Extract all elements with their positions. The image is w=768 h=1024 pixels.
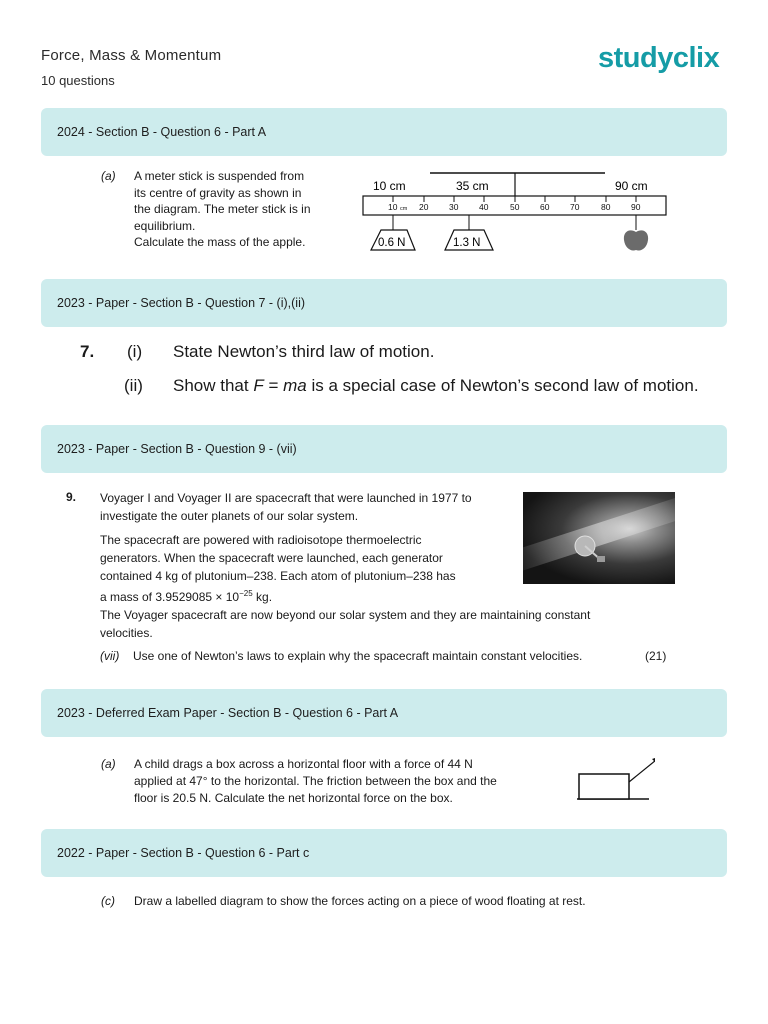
spacecraft-icon — [571, 532, 611, 566]
weight-1-3N-label: 1.3 N — [453, 237, 481, 249]
box-force-diagram — [575, 752, 655, 802]
label-10cm: 10 cm — [373, 179, 406, 193]
q4-part-tag: (a) — [101, 757, 116, 771]
q3-para-3: The Voyager spacecraft are now beyond our solar system and they are maintaining constant velocities. — [100, 608, 591, 640]
question-header-3: 2023 - Paper - Section B - Question 9 - (vii) — [41, 425, 727, 473]
q2-number: 7. — [80, 342, 95, 361]
q2-part-ii-text: Show that F = ma is a special case of Newton’s second law of motion. — [173, 376, 699, 395]
q3-marks: (21) — [645, 649, 667, 663]
q3-number: 9. — [66, 490, 77, 504]
box — [579, 774, 629, 799]
label-35cm: 35 cm — [456, 179, 489, 193]
q4-text: A child drags a box across a horizontal floor with a force of 44 N applied at 47° to the horizontal. The friction between the box and the floor is 20.5 N. Calculate the net horizontal force on the box. — [134, 757, 497, 805]
q2-part-i-tag: (i) — [127, 342, 143, 361]
question-header-5: 2022 - Paper - Section B - Question 6 - Part c — [41, 829, 727, 877]
question-count: 10 questions — [41, 73, 115, 88]
q2-part-ii-tag: (ii) — [124, 376, 143, 395]
tick-90: 90 — [631, 202, 641, 212]
tick-10: 10 — [388, 202, 398, 212]
q5-text: Draw a labelled diagram to show the forces acting on a piece of wood floating at rest. — [134, 894, 586, 908]
question-header-1: 2024 - Section B - Question 6 - Part A — [41, 108, 727, 156]
force-arrow — [629, 756, 655, 782]
tick-20: 20 — [419, 202, 429, 212]
question-header-2: 2023 - Paper - Section B - Question 7 - (i),(ii) — [41, 279, 727, 327]
tick-cm: cm — [400, 206, 408, 212]
tick-30: 30 — [449, 202, 459, 212]
apple-icon — [624, 230, 648, 250]
tick-40: 40 — [479, 202, 489, 212]
meter-stick-diagram — [355, 168, 675, 258]
tick-80: 80 — [601, 202, 611, 212]
tick-50: 50 — [510, 202, 520, 212]
studyclix-logo[interactable]: studyclix — [598, 42, 720, 74]
q1-part-tag: (a) — [101, 169, 116, 183]
label-90cm: 90 cm — [615, 179, 648, 193]
tick-70: 70 — [570, 202, 580, 212]
q5-part-tag: (c) — [101, 894, 115, 908]
page-title: Force, Mass & Momentum — [41, 47, 222, 64]
question-header-4: 2023 - Deferred Exam Paper - Section B - Question 6 - Part A — [41, 689, 727, 737]
weight-0-6N-label: 0.6 N — [378, 237, 406, 249]
q2-part-i-text: State Newton’s third law of motion. — [173, 342, 435, 361]
q3-part-tag: (vii) — [100, 649, 120, 663]
voyager-photo — [523, 492, 675, 584]
q3-para-2: The spacecraft are powered with radioisotope thermoelectric generators. When the spacecraft were launched, each generator contained 4 kg of plutonium–238. Each atom of plutonium–238 has a mass of $3.9529085 \times 10^{-25}$ kg. — [100, 533, 456, 604]
tick-60: 60 — [540, 202, 550, 212]
q1-text: A meter stick is suspended from its centre of gravity as shown in the diagram. The meter stick is in equilibrium. Calculate the mass of the apple. — [134, 169, 311, 249]
q3-para-1: Voyager I and Voyager II are spacecraft that were launched in 1977 to investigate the outer planets of our solar system. — [100, 491, 472, 523]
q3-part-text: Use one of Newton’s laws to explain why the spacecraft maintain constant velocities. — [133, 649, 583, 663]
